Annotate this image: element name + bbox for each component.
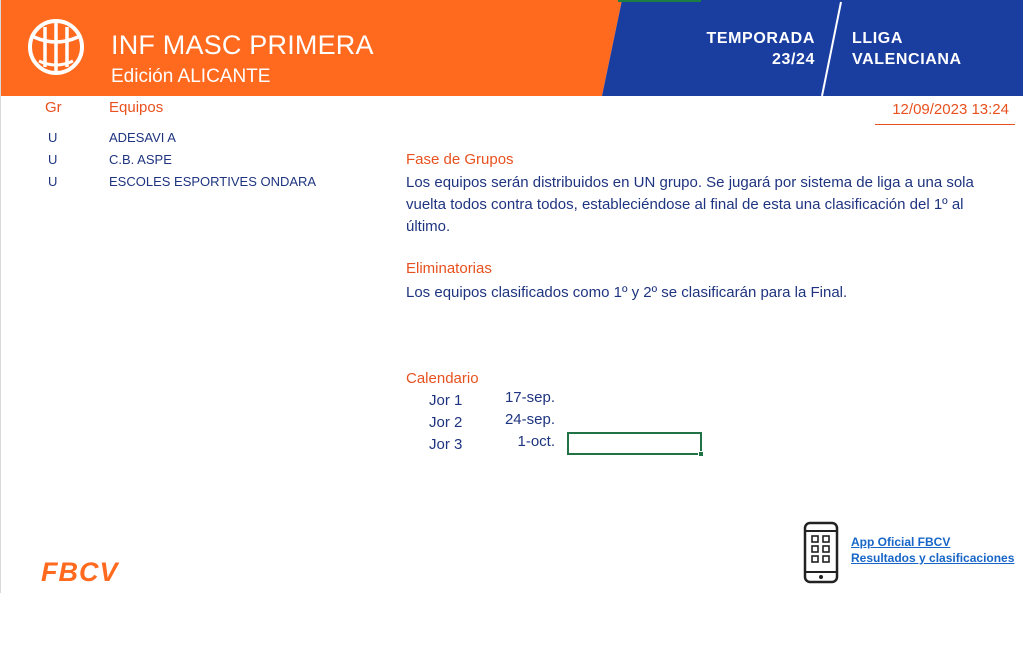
- selected-cell[interactable]: [567, 432, 702, 455]
- sheet-tab-indicator: [618, 0, 701, 2]
- competition-title: INF MASC PRIMERA: [111, 30, 374, 60]
- calendar-row[interactable]: [1, 435, 601, 457]
- calendar-round: Jor 1: [429, 392, 463, 409]
- generated-datetime: 12/09/2023 13:24: [875, 101, 1015, 125]
- calendar-title: Calendario: [406, 370, 479, 387]
- team-group: U: [48, 152, 58, 167]
- calendar-row[interactable]: [1, 413, 601, 435]
- team-group: U: [48, 130, 58, 145]
- fbcv-logo: [39, 557, 143, 585]
- calendar-date: 17-sep.: [504, 389, 555, 406]
- groups-phase-title: Fase de Grupos: [406, 151, 514, 168]
- fbcv-logo-text: FBCV: [41, 557, 119, 585]
- team-name: ADESAVI A: [109, 130, 176, 145]
- season-label-word: TEMPORADA: [706, 30, 815, 47]
- header-banner: [1, 0, 1023, 96]
- season-label-years: 23/24: [771, 51, 815, 68]
- blank-area: [0, 593, 1023, 659]
- group-column-header: Gr: [45, 99, 62, 116]
- groups-phase-text: [406, 172, 1006, 238]
- calendar-date: 1-oct.: [517, 433, 555, 450]
- calendar-round: Jor 2: [429, 414, 463, 431]
- team-row[interactable]: [1, 127, 391, 149]
- edition-subtitle: Edición ALICANTE: [111, 66, 271, 87]
- groups-phase-line: vuelta todos contra todos, estableciéndose al final de esta una clasificación del 1º al: [406, 196, 964, 213]
- basketball-logo-icon: [27, 17, 85, 77]
- league-label-line2: VALENCIANA: [852, 51, 962, 68]
- groups-phase-line: último.: [406, 218, 451, 235]
- calendar-round: Jor 3: [429, 436, 463, 453]
- league-label: [852, 28, 1002, 70]
- knockout-text: Los equipos clasificados como 1º y 2º se clasificarán para la Final.: [406, 284, 848, 301]
- team-row[interactable]: [1, 171, 391, 193]
- team-name: ESCOLES ESPORTIVES ONDARA: [109, 174, 317, 189]
- groups-phase-line: Los equipos serán distribuidos en UN grupo. Se jugará por sistema de liga a una sola: [406, 174, 974, 191]
- phone-app-icon[interactable]: [803, 521, 839, 585]
- app-link-subtitle[interactable]: Resultados y clasificaciones: [851, 551, 1015, 565]
- season-label: [691, 28, 815, 70]
- league-label-line1: LLIGA: [852, 30, 903, 47]
- teams-column-header: Equipos: [109, 99, 164, 116]
- calendar-row[interactable]: [1, 391, 601, 413]
- team-group: U: [48, 174, 58, 189]
- knockout-title: Eliminatorias: [406, 260, 492, 277]
- app-link-title[interactable]: App Oficial FBCV: [851, 535, 951, 549]
- calendar-date: 24-sep.: [504, 411, 555, 428]
- fill-handle[interactable]: [698, 451, 704, 457]
- team-name: C.B. ASPE: [109, 152, 172, 167]
- team-row[interactable]: [1, 149, 391, 171]
